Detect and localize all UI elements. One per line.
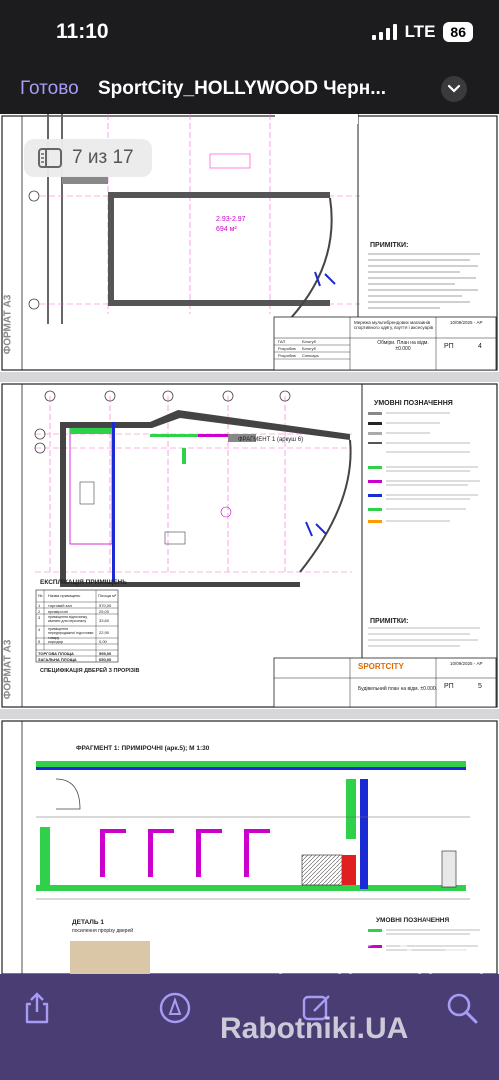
stamp-role-2: Розробив	[278, 346, 296, 351]
stamp-description: Мережа мультибрендових магазинів спортивного одягу, взуття і аксесуарів	[354, 320, 434, 330]
explication-title: ЕКСПЛІКАЦІЯ ПРИМІЩЕНЬ	[40, 579, 127, 586]
navigation-bar	[0, 64, 499, 114]
stamp-stage: РП	[444, 683, 454, 690]
stamp-stage: РП	[444, 343, 454, 350]
brand-logo: SPORTCITY	[358, 662, 404, 671]
document-viewer[interactable]	[0, 114, 499, 974]
explication-row-name: приміщення відпочинку, кімнати для персоналу	[48, 615, 88, 624]
signal-icon	[372, 24, 397, 40]
explication-row-no: 1	[38, 603, 41, 608]
explication-row-area: 33,60	[99, 618, 110, 623]
notes-title: ПРИМІТКИ:	[370, 618, 409, 625]
format-label: ФОРМАТ А3	[2, 639, 14, 700]
explication-row-no: 5	[38, 639, 41, 644]
detail-subtitle: посилення прорізу дверей	[72, 928, 134, 934]
title-menu-button[interactable]	[441, 76, 467, 102]
explication-row-area: 570,00	[99, 603, 112, 608]
explication-row-name: коридор	[48, 639, 64, 644]
document-title[interactable]: SportCity_HOLLYWOOD Черн...	[98, 78, 387, 99]
sheet-5	[0, 382, 499, 709]
notes-title: ПРИМІТКИ:	[370, 242, 409, 249]
detail-label: ДЕТАЛЬ 1	[72, 919, 104, 926]
format-label: ФОРМАТ А3	[2, 294, 14, 355]
explication-row-no: 3	[38, 615, 41, 620]
total-trade-label: ТОРГОВА ПЛОЩА	[38, 651, 74, 656]
stamp-title: Обміри. План на відм. ±0.000	[377, 340, 429, 352]
stamp-name-2: Білогуб	[302, 346, 316, 351]
share-icon[interactable]	[20, 991, 54, 1025]
legend-title: УМОВНІ ПОЗНАЧЕННЯ	[374, 400, 453, 407]
stamp-title: Будівельний план на відм. ±0.000.	[358, 686, 438, 692]
done-button[interactable]: Готово	[20, 78, 79, 99]
stamp-name-1: Білогуб	[302, 339, 316, 344]
total-trade-value: 595,00	[99, 651, 112, 656]
battery-indicator: 86	[443, 22, 473, 42]
stamp-sheet: 4	[478, 343, 482, 350]
area-value: 694 м²	[216, 226, 237, 233]
stamp-sheet: 5	[478, 683, 482, 690]
search-icon[interactable]	[445, 991, 479, 1025]
fragment-label: ФРАГМЕНТ 1: ПРИМІРОЧНІ (арк.5); М 1:30	[76, 745, 210, 752]
explication-row-no: 2	[38, 609, 41, 614]
spec-title: СПЕЦИФІКАЦІЯ ДВЕРЕЙ З ПРОРІЗІВ	[40, 668, 140, 674]
page-indicator-text: 7 из 17	[72, 147, 134, 168]
watermark-text: Rabotniki.UA	[220, 1012, 409, 1045]
fragment-label: ФРАГМЕНТ 1 (аркуш 6)	[238, 437, 304, 443]
total-area-value: 650,00	[99, 657, 112, 662]
page-indicator[interactable]	[24, 139, 152, 177]
total-area-label: ЗАГАЛЬНА ПЛОЩА	[38, 657, 77, 662]
markup-pen-icon[interactable]	[158, 991, 192, 1025]
explication-header-no: №	[38, 593, 43, 598]
explication-row-name: примірочні	[48, 609, 68, 614]
stamp-role-3: Розробив	[278, 353, 296, 358]
area-code: 2.93-2.97	[216, 216, 246, 223]
explication-header-name: Назва приміщень	[48, 593, 81, 598]
stamp-role-1: ГАП	[278, 339, 286, 344]
stamp-date: 10/09/2025 - АР	[450, 320, 483, 325]
network-label: LTE	[404, 22, 436, 41]
explication-row-area: 0,00	[99, 639, 107, 644]
explication-row-area: 25,00	[99, 609, 110, 614]
legend-title: УМОВНІ ПОЗНАЧЕННЯ	[376, 917, 450, 924]
status-bar	[0, 0, 499, 64]
thumbnails-icon	[38, 148, 62, 168]
stamp-name-3: Слюсарь	[302, 353, 319, 358]
status-time: 11:10	[56, 20, 109, 43]
explication-row-area: 22,90	[99, 630, 110, 635]
explication-header-area: Площа м²	[98, 593, 117, 598]
explication-row-name: торговий зал	[48, 603, 72, 608]
chevron-down-icon	[447, 84, 461, 94]
explication-row-name: приміщення передпродажної підготовки товару	[48, 627, 94, 640]
stamp-date: 10/09/2025 - АР	[450, 661, 483, 666]
explication-row-no: 4	[38, 627, 41, 632]
